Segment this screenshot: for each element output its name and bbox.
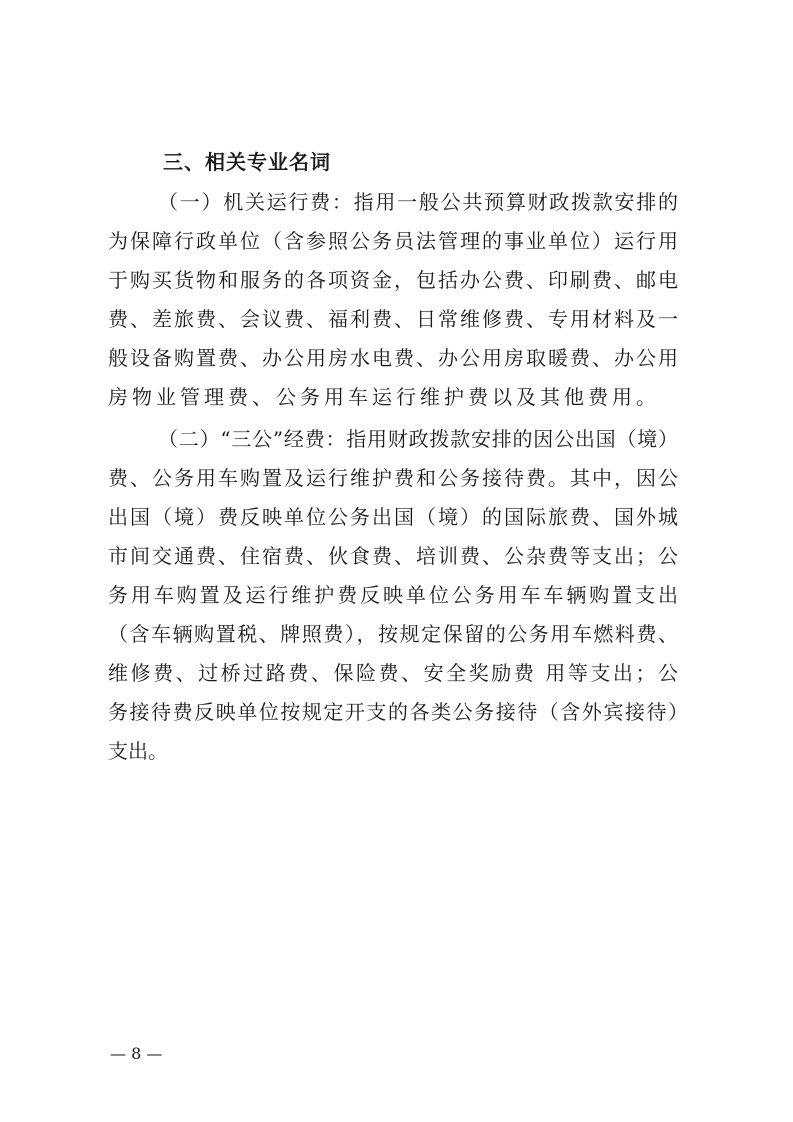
- paragraph-1-line: 房物业管理费、公务用车运行维护费以及其他费用。: [108, 385, 660, 409]
- paragraph-1-line: 于购买货物和服务的各项资金，包括办公费、印刷费、邮电: [108, 268, 680, 292]
- paragraph-2-line: 费、公务用车购置及运行维护费和公务接待费。其中，因公: [108, 466, 680, 490]
- paragraph-2-line: 务用车购置及运行维护费反映单位公务用车车辆购置支出: [108, 583, 681, 607]
- paragraph-1-line: 费、差旅费、会议费、福利费、日常维修费、专用材料及一: [108, 307, 680, 331]
- paragraph-1-line: 般设备购置费、办公用房水电费、办公用房取暖费、办公用: [108, 346, 680, 370]
- page-number: — 8 —: [110, 1044, 163, 1063]
- paragraph-2-line: 出国（境）费反映单位公务出国（境）的国际旅费、国外城: [108, 505, 680, 529]
- paragraph-2-line: 支出。: [108, 739, 168, 763]
- paragraph-2-line: 维修费、过桥过路费、保险费、安全奖励费 用等支出；公: [108, 661, 681, 685]
- paragraph-2-line: （二）“三公”经费：指用财政拨款安排的因公出国（境）: [158, 427, 679, 451]
- paragraph-2-line: （含车辆购置税、牌照费），按规定保留的公务用车燃料费、: [108, 622, 680, 646]
- section-heading: 三、相关专业名词: [163, 150, 331, 174]
- paragraph-2-line: 市间交通费、住宿费、伙食费、培训费、公杂费等支出；公: [108, 544, 680, 568]
- paragraph-1-line: 为保障行政单位（含参照公务员法管理的事业单位）运行用: [108, 229, 680, 253]
- paragraph-2-line: 务接待费反映单位按规定开支的各类公务接待（含外宾接待）: [108, 700, 690, 724]
- paragraph-1-line: （一）机关运行费：指用一般公共预算财政拨款安排的: [158, 190, 680, 214]
